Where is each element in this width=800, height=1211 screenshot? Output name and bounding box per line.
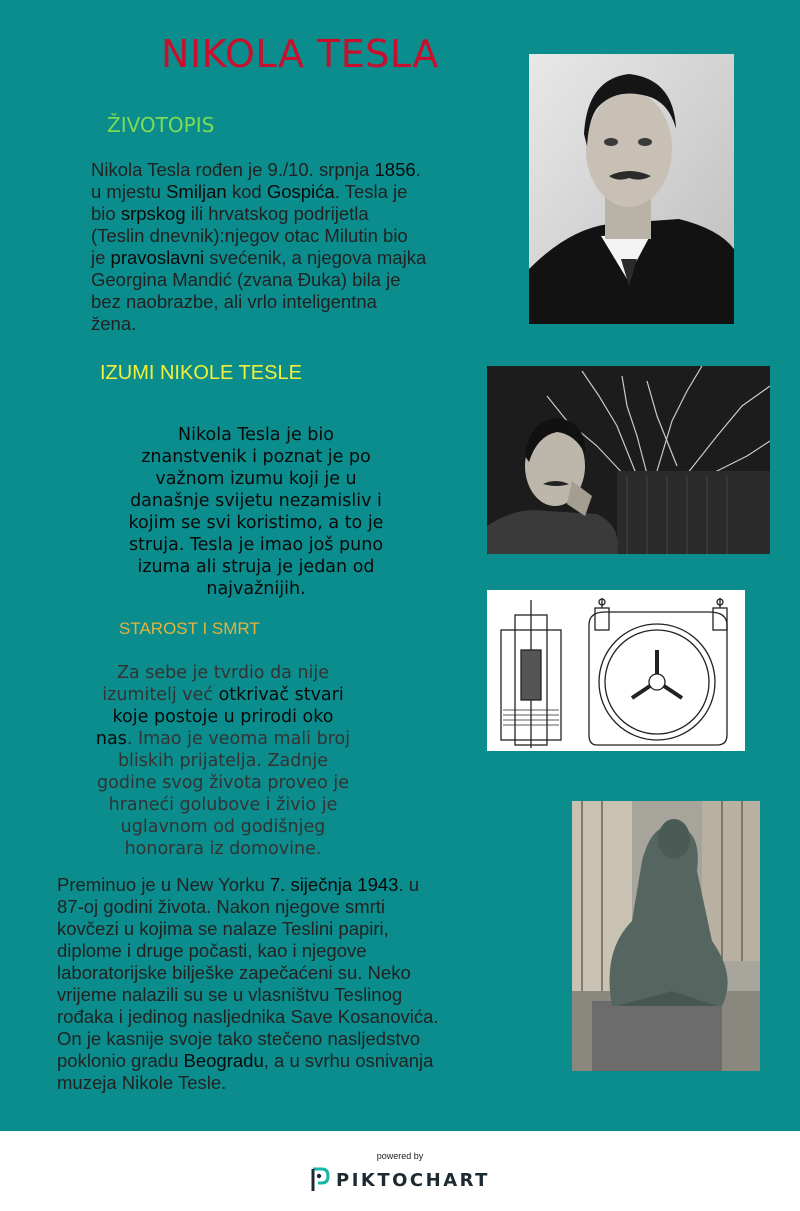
tesla-statue-photo	[572, 801, 760, 1071]
text-segment: najvažnijih.	[206, 579, 306, 599]
link-text[interactable]: Smiljan	[166, 181, 227, 202]
bio-line	[91, 203, 491, 225]
inventions-line	[90, 468, 422, 490]
old_age-line	[50, 838, 396, 860]
old_age-line	[50, 750, 396, 772]
bio-line	[91, 291, 491, 313]
text-segment: (Teslin dnevnik):njegov otac Milutin bio	[91, 225, 408, 246]
inventions-line	[90, 424, 422, 446]
text-segment: hraneći golubove i živio je	[108, 795, 338, 815]
inventions-line	[90, 578, 422, 600]
text-segment: izuma ali struja je jedan od	[137, 557, 375, 577]
text-segment: diplome i druge počasti, kao i njegove	[57, 940, 367, 961]
bio-line	[91, 225, 491, 247]
text-segment: laboratorijske bilješke zapečaćeni su. Neko	[57, 962, 411, 983]
text-segment: žena.	[91, 313, 137, 334]
death-paragraph	[57, 874, 497, 1094]
text-segment: znanstvenik i poznat je po	[141, 447, 371, 467]
old_age-line	[50, 728, 396, 750]
text-segment: kovčezi u kojima se nalaze Teslini papiri,	[57, 918, 389, 939]
old_age-line	[50, 794, 396, 816]
old_age-line	[50, 662, 396, 684]
text-segment: kojim se svi koristimo, a to je	[128, 513, 384, 533]
link-text[interactable]: Gospića	[266, 181, 335, 202]
tesla-portrait-photo	[529, 54, 734, 324]
text-segment: rođaka i jedinog nasljednika Save Kosanovića.	[57, 1006, 439, 1027]
text-segment: bliskih prijatelja. Zadnje	[117, 751, 329, 771]
link-text[interactable]: 7. siječnja 1943	[269, 874, 399, 895]
text-segment: je	[91, 247, 111, 268]
text-segment: važnom izumu koji je u	[155, 469, 357, 489]
death-line	[57, 874, 497, 896]
text-segment: u mjestu	[91, 181, 167, 202]
inventions-line	[90, 446, 422, 468]
tesla-laboratory-photo	[487, 366, 770, 554]
inventions-paragraph	[90, 424, 422, 600]
old-age-paragraph	[50, 662, 396, 860]
text-segment: Preminuo je u New Yorku	[57, 874, 270, 895]
old-age-heading: STAROST I SMRT	[119, 619, 260, 638]
text-segment: godine svog života proveo je	[97, 773, 349, 793]
text-segment: . u	[398, 874, 420, 895]
death-line	[57, 1006, 497, 1028]
piktochart-logo[interactable]	[310, 1167, 490, 1193]
powered-by-label: powered by	[376, 1151, 424, 1161]
link-text[interactable]: 1856	[374, 159, 416, 180]
death-line	[57, 896, 497, 918]
page-title: NIKOLA TESLA	[161, 32, 439, 76]
inventions-line	[90, 490, 422, 512]
text-segment: . Imao je veoma mali broj	[126, 729, 351, 749]
link-text[interactable]: nas	[95, 729, 127, 749]
old_age-line	[50, 684, 396, 706]
text-segment: bez naobrazbe, ali vrlo inteligentna	[91, 291, 377, 312]
footer	[0, 1131, 800, 1211]
text-segment: On je kasnije svoje tako stečeno nasljedstvo	[57, 1028, 421, 1049]
text-segment: vrijeme nalazili su se u vlasništvu Teslinog	[57, 984, 403, 1005]
text-segment: honorara iz domovine.	[124, 839, 322, 859]
old_age-line	[50, 816, 396, 838]
death-line	[57, 940, 497, 962]
text-segment: Nikola Tesla rođen je 9./10. srpnja	[91, 159, 375, 180]
text-segment: kod	[226, 181, 267, 202]
bio-line	[91, 181, 491, 203]
piktochart-icon	[310, 1167, 330, 1193]
death-line	[57, 918, 497, 940]
text-segment: izumitelj već	[102, 685, 219, 705]
bio-heading: ŽIVOTOPIS	[107, 113, 215, 137]
bio-paragraph	[91, 159, 491, 335]
text-segment: Nikola Tesla je bio	[178, 425, 334, 445]
text-segment: ili hrvatskog podrijetla	[185, 203, 369, 224]
death-line	[57, 962, 497, 984]
inventions-line	[90, 556, 422, 578]
text-segment: svećenik, a njegova majka	[204, 247, 427, 268]
text-segment: Georgina Mandić (zvana Đuka) bila je	[91, 269, 401, 290]
text-segment: poklonio gradu	[57, 1050, 184, 1071]
old_age-line	[50, 772, 396, 794]
link-text[interactable]: pravoslavni	[110, 247, 205, 268]
old_age-line	[50, 706, 396, 728]
link-text[interactable]: Beogradu	[183, 1050, 264, 1071]
link-text[interactable]: koje postoje u prirodi oko	[112, 707, 334, 727]
text-segment: bio	[91, 203, 121, 224]
text-segment: današnje svijetu nezamisliv i	[130, 491, 382, 511]
inventions-line	[90, 512, 422, 534]
text-segment: struja. Tesla je imao još puno	[128, 535, 384, 555]
death-line	[57, 1072, 497, 1094]
piktochart-brand: PIKTOCHART	[336, 1169, 490, 1191]
text-segment: Za sebe je tvrdio da nije	[116, 663, 330, 683]
text-segment: muzeja Nikole Tesle.	[57, 1072, 227, 1093]
bio-line	[91, 269, 491, 291]
inventions-line	[90, 534, 422, 556]
text-segment: , a u svrhu osnivanja	[263, 1050, 434, 1071]
tesla-invention-diagram	[487, 590, 745, 751]
link-text[interactable]: srpskog	[120, 203, 186, 224]
bio-line	[91, 313, 491, 335]
link-text[interactable]: otkrivač stvari	[218, 685, 344, 705]
text-segment: 87-oj godini života. Nakon njegove smrti	[57, 896, 386, 917]
bio-line	[91, 159, 491, 181]
text-segment: .	[415, 159, 421, 180]
text-segment: uglavnom od godišnjeg	[120, 817, 326, 837]
death-line	[57, 1050, 497, 1072]
inventions-heading: IZUMI NIKOLE TESLE	[100, 362, 302, 384]
bio-line	[91, 247, 491, 269]
text-segment: . Tesla je	[334, 181, 408, 202]
death-line	[57, 1028, 497, 1050]
death-line	[57, 984, 497, 1006]
